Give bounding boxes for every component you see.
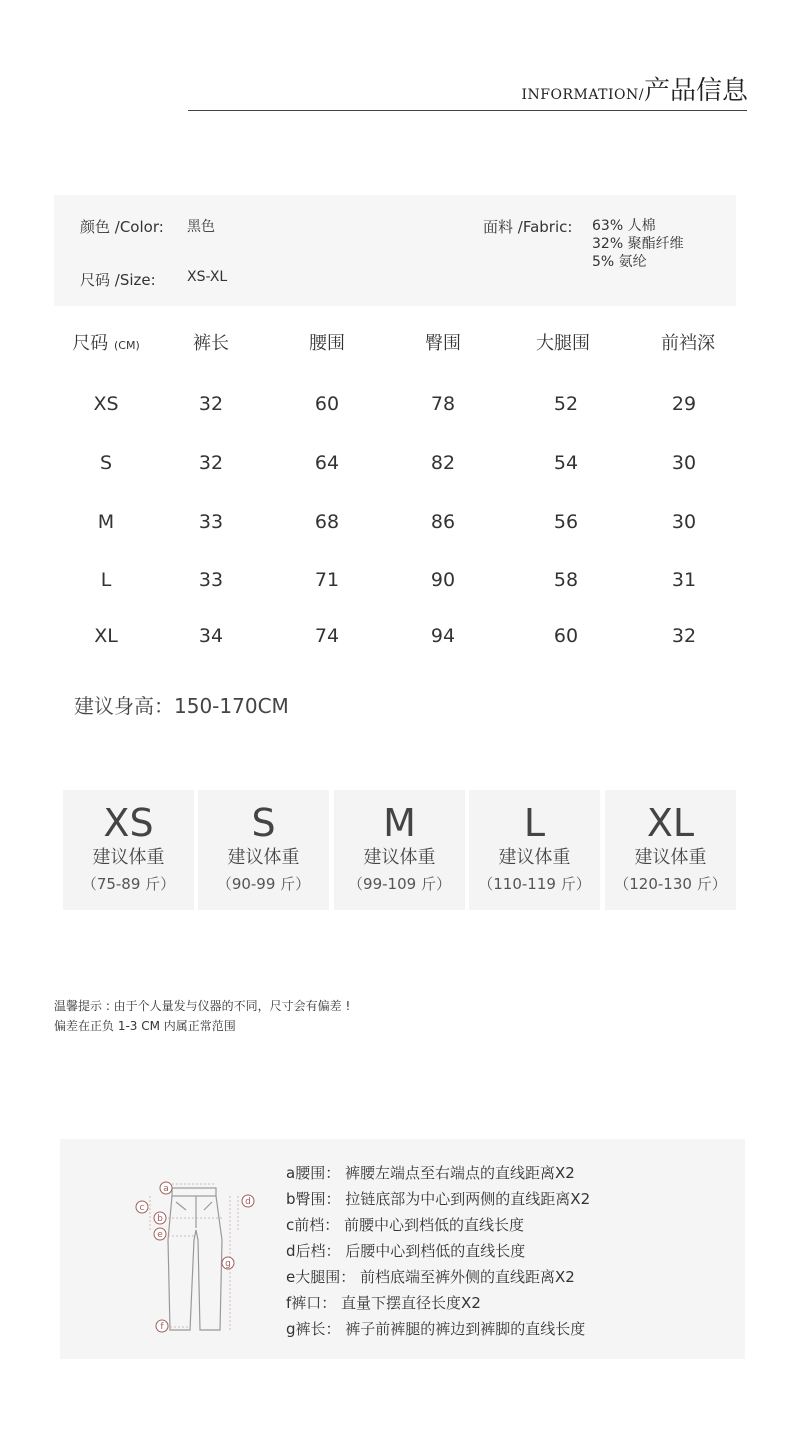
table-cell: M xyxy=(97,511,115,533)
weight-card-l xyxy=(469,790,600,910)
measurement-item: d后档： 后腰中心到档低的直线长度 xyxy=(286,1242,526,1260)
title-en: INFORMATION/ xyxy=(521,87,644,103)
measurement-item: a腰围： 裤腰左端点至右端点的直线距离X2 xyxy=(286,1164,575,1182)
table-cell: 56 xyxy=(553,511,579,533)
card-size: L xyxy=(523,801,546,845)
table-cell: 74 xyxy=(314,625,340,647)
card-weight-label: 建议体重 xyxy=(634,847,707,868)
table-cell: 78 xyxy=(430,393,456,415)
table-cell: 32 xyxy=(198,393,224,415)
col-header-hip: 臀围 xyxy=(425,333,461,354)
table-cell: 32 xyxy=(198,452,224,474)
title-cn: 产品信息 xyxy=(643,76,748,106)
card-weight-label: 建议体重 xyxy=(227,847,300,868)
table-cell: 33 xyxy=(198,569,224,591)
table-cell: 54 xyxy=(553,452,579,474)
weight-card-xl xyxy=(605,790,736,910)
weight-card-xs xyxy=(63,790,194,910)
fabric-line: 32% 聚酯纤维 xyxy=(592,236,684,252)
table-cell: 71 xyxy=(314,569,340,591)
table-cell: 68 xyxy=(314,511,340,533)
pants-diagram xyxy=(120,1170,270,1340)
page-title xyxy=(521,70,748,107)
measurement-tip xyxy=(54,996,350,1036)
table-cell: 82 xyxy=(430,452,456,474)
table-cell: 94 xyxy=(430,625,456,647)
header-divider xyxy=(188,110,747,111)
measurement-item: g裤长： 裤子前裤腿的裤边到裤脚的直线长度 xyxy=(286,1320,586,1338)
table-cell: 90 xyxy=(430,569,456,591)
weight-card-m xyxy=(334,790,465,910)
card-size: XS xyxy=(103,801,154,845)
card-weight-range: （75-89 斤） xyxy=(81,875,176,893)
recommended-height: 建议身高：150-170CM xyxy=(74,694,289,718)
table-cell: 86 xyxy=(430,511,456,533)
fabric-label: 面料 /Fabric: xyxy=(483,218,573,236)
measurement-item: f裤口： 直量下摆直径长度X2 xyxy=(286,1294,481,1312)
table-cell: 64 xyxy=(314,452,340,474)
measurement-definitions xyxy=(286,1160,590,1342)
card-weight-label: 建议体重 xyxy=(498,847,571,868)
color-label: 颜色 /Color: xyxy=(80,218,164,236)
fabric-line: 63% 人棉 xyxy=(592,218,656,234)
table-cell: L xyxy=(100,569,112,591)
col-header-front-rise: 前裆深 xyxy=(661,333,715,354)
table-cell: 33 xyxy=(198,511,224,533)
table-cell: 60 xyxy=(314,393,340,415)
col-header-length: 裤长 xyxy=(193,333,229,354)
card-weight-range: （99-109 斤） xyxy=(348,875,451,893)
fabric-composition xyxy=(592,217,684,271)
marker-d-label: d xyxy=(245,1197,251,1207)
measurement-item: e大腿围： 前档底端至裤外侧的直线距离X2 xyxy=(286,1268,575,1286)
table-cell: 29 xyxy=(671,393,697,415)
card-size: S xyxy=(251,801,276,845)
fabric-line: 5% 氨纶 xyxy=(592,254,647,270)
table-cell: 34 xyxy=(198,625,224,647)
table-cell: XL xyxy=(94,625,118,647)
table-cell: 30 xyxy=(671,452,697,474)
unit-label: (CM) xyxy=(113,339,140,352)
pants-outline-icon xyxy=(168,1188,222,1330)
table-cell: 32 xyxy=(671,625,697,647)
card-size: M xyxy=(383,801,416,845)
card-weight-label: 建议体重 xyxy=(363,847,436,868)
col-header-thigh: 大腿围 xyxy=(536,333,590,354)
marker-a-label: a xyxy=(163,1184,169,1194)
marker-e-label: e xyxy=(157,1230,163,1240)
table-cell: 31 xyxy=(671,569,697,591)
col-header-size: 尺码 (CM) xyxy=(72,333,140,354)
size-value: XS-XL xyxy=(187,269,228,285)
table-cell: 58 xyxy=(553,569,579,591)
marker-c-label: c xyxy=(139,1203,145,1213)
marker-b-label: b xyxy=(157,1214,163,1224)
tip-line: 偏差在正负 1-3 CM 内属正常范围 xyxy=(54,1019,236,1033)
marker-g-label: g xyxy=(225,1259,231,1269)
col-header-waist: 腰围 xyxy=(309,333,345,354)
card-weight-range: （90-99 斤） xyxy=(216,875,311,893)
table-cell: XS xyxy=(93,393,119,415)
card-weight-label: 建议体重 xyxy=(92,847,165,868)
card-size: XL xyxy=(646,801,695,845)
measurement-item: b臀围： 拉链底部为中心到两侧的直线距离X2 xyxy=(286,1190,591,1208)
tip-line: 温馨提示 : 由于个人量发与仪器的不同，尺寸会有偏差 ! xyxy=(54,999,351,1013)
weight-card-s xyxy=(198,790,329,910)
table-cell: 60 xyxy=(553,625,579,647)
dimension-lines xyxy=(150,1184,238,1330)
color-value: 黑色 xyxy=(187,219,215,235)
card-weight-range: （110-119 斤） xyxy=(478,875,591,893)
marker-f-label: f xyxy=(160,1322,164,1332)
measurement-item: c前档： 前腰中心到档低的直线长度 xyxy=(286,1216,525,1234)
card-weight-range: （120-130 斤） xyxy=(614,875,727,893)
size-label: 尺码 /Size: xyxy=(80,271,156,289)
table-cell: 30 xyxy=(671,511,697,533)
table-cell: S xyxy=(99,452,113,474)
table-cell: 52 xyxy=(553,393,579,415)
